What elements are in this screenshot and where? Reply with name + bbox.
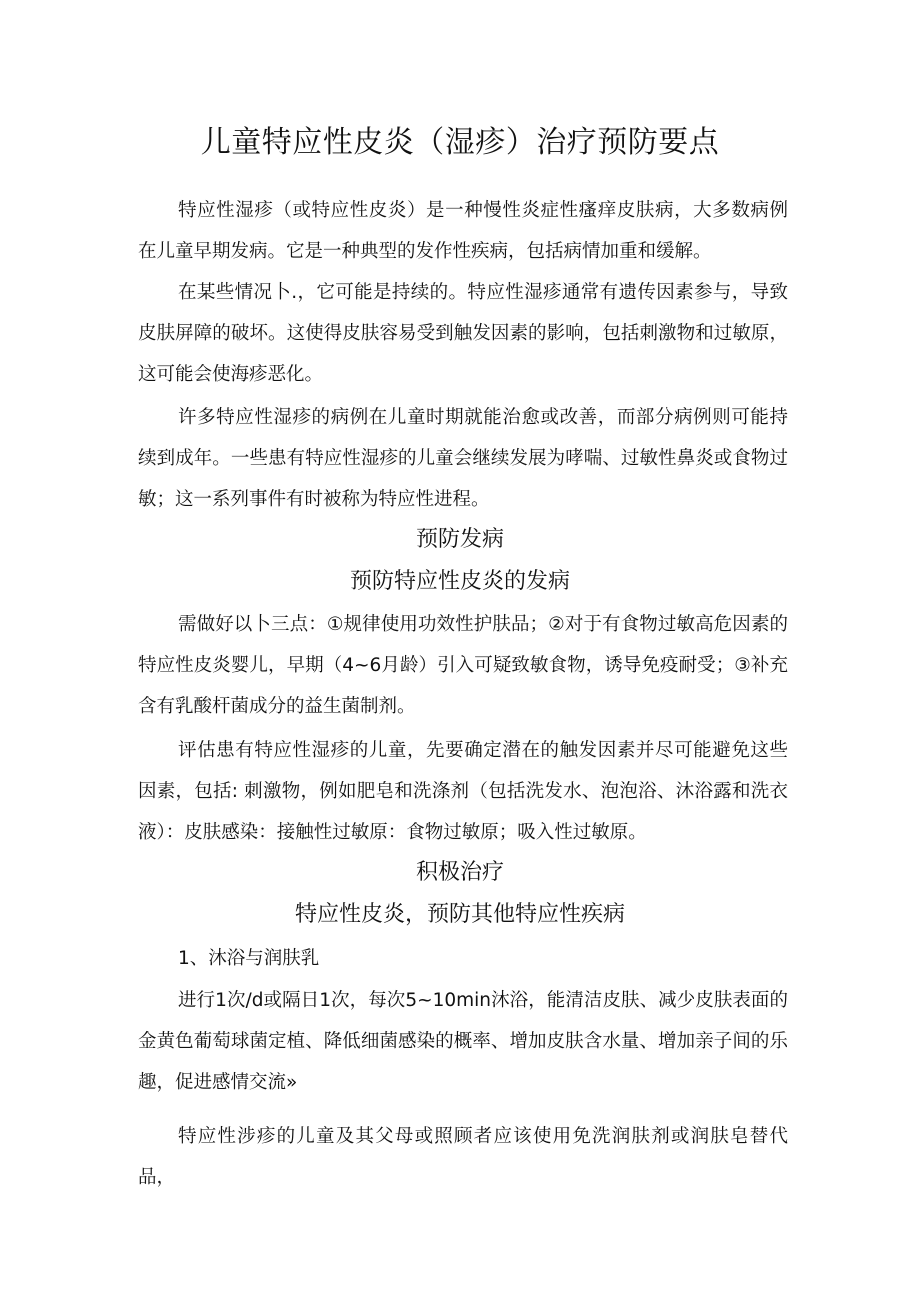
treatment-paragraph-1: 进行1次/d或隔日1次，每次5~10min沐浴，能清洁皮肤、减少皮肤表面的金黄色葡萄球菌定植、降低细菌感染的概率、增加皮肤含水量、增加亲子间的乐趣，促进感情交流» <box>138 990 788 1093</box>
section-subheading-treatment: 特应性皮炎，预防其他特应性疾病 <box>294 902 625 927</box>
section-heading-treatment: 积极治疗 <box>415 860 504 885</box>
prevention-paragraph-2: 评估患有特应性湿疹的儿童，先要确定潜在的触发因素并尽可能避免这些因素，包括: 刺激物，例如肥皂和洗涤剂（包括洗发水、泡泡浴、沐浴露和洗衣液）：皮肤感染：接触性过敏原：食物过敏原；吸入性过敏原。 <box>138 740 788 843</box>
prevention-paragraph-1: 需做好以卜三点：①规律使用功效性护肤品；②对于有食物过敏高危因素的特应性皮炎婴儿，早期（4~6月龄）引入可疑致敏食物，诱导免疫耐受；③补充含有乳酸杆菌成分的益生菌制剂。 <box>138 614 788 717</box>
document-title: 儿童特应性皮炎（湿疹）治疗预防要点 <box>200 125 720 160</box>
section-subheading-prevention: 预防特应性皮炎的发病 <box>349 569 570 594</box>
intro-paragraph-3: 许多特应性湿疹的病例在儿童时期就能治愈或改善，而部分病例则可能持续到成年。一些患有特应性湿疹的儿童会继续发展为哮喘、过敏性鼻炎或食物过敏；这一系列事件有时被称为特应性进程。 <box>138 407 788 510</box>
intro-paragraph-1: 特应性湿疹（或特应性皮炎）是一种慢性炎症性瘙痒皮肤病，大多数病例在儿童早期发病。它是一种典型的发作性疾病，包括病情加重和缓解。 <box>138 200 788 262</box>
list-item-bathing: 1、沐浴与润肤乳 <box>178 948 320 969</box>
intro-paragraph-2: 在某些情况卜.，它可能是持续的。特应性湿疹通常有遗传因素参与，导致皮肤屏障的破坏。这使得皮肤容易受到触发因素的影响，包括刺激物和过敏原，这可能会使海疹恶化。 <box>138 282 788 385</box>
treatment-paragraph-2: 特应性涉疹的儿童及其父母或照顾者应该使用免洗润肤剂或润肤皂替代品， <box>138 1126 788 1188</box>
section-heading-prevention: 预防发病 <box>415 527 504 552</box>
